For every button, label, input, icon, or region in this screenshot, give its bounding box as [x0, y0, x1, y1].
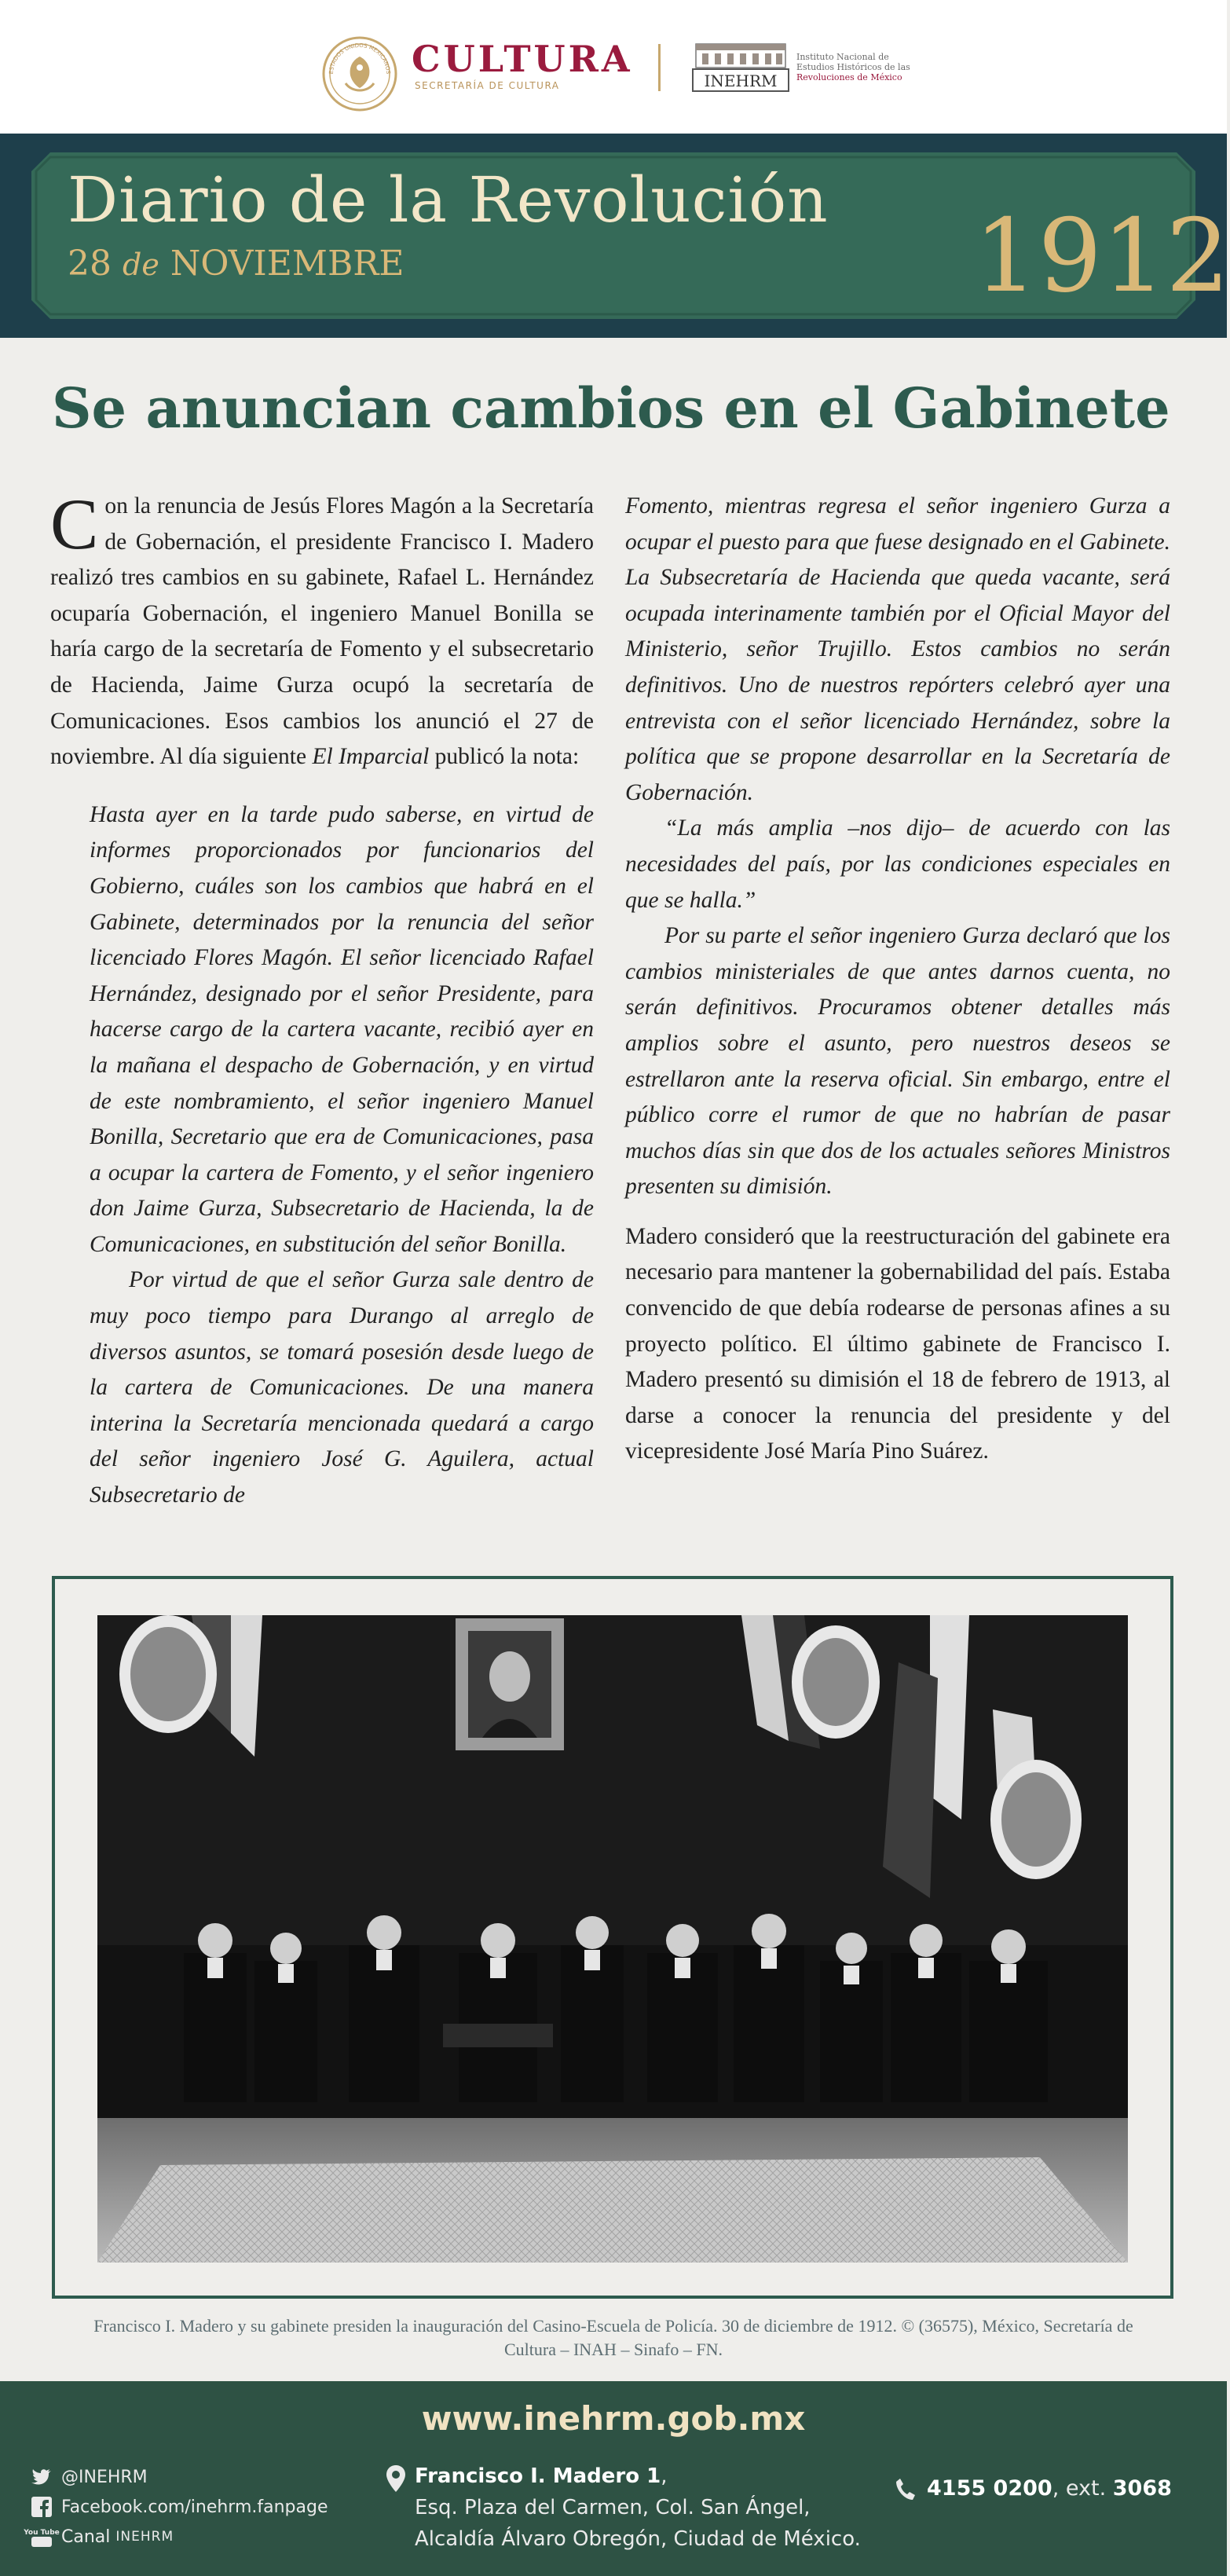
svg-text:ESTADOS UNIDOS MEXICANOS: ESTADOS UNIDOS MEXICANOS: [328, 42, 392, 75]
youtube-icon: [24, 2527, 60, 2547]
photo-frame: [52, 1576, 1173, 2299]
article-column-right: [625, 489, 1170, 1470]
article-column-left: [50, 484, 594, 1514]
inehrm-name: Instituto Nacional de Estudios Históricos de las Revoluciones de México: [796, 52, 910, 82]
website-link[interactable]: www.inehrm.gob.mx: [421, 2399, 806, 2438]
drop-cap: C: [50, 484, 99, 564]
phone-contact[interactable]: 4155 0200, ext. 3068: [927, 2476, 1172, 2501]
quote-paragraph: Por virtud de que el señor Gurza sale dentro de muy poco tiempo para Durango al arreglo de diversos asuntos, se tomará posesión desde luego de la cartera de Comunicaciones. De una manera interina la Secretaría mencionada quedará a cargo del señor ingeniero José G. Aguilera, actual Subsecretario de: [90, 1267, 594, 1508]
location-pin-icon: [386, 2465, 405, 2492]
quote-paragraph: Hasta ayer en la tarde pudo saberse, en virtud de informes proporcionados por funcionarios del Gobierno, cuáles son los cambios que habrá en el Gabinete, determinados por la renuncia del señor licenciado Flores Magón. El señor licenciado Rafael Hernández, designado por el señor Presidente, para hacerse cargo de la cartera vacante, recibió ayer en la mañana el despacho de Gobernación, y en virtud de este nombramiento, el señor ingeniero Manuel Bonilla, Secretario que era de Comunicaciones, pasa a ocupar la cartera de Fomento, y el señor ingeniero don Jaime Gurza, Subsecretario de Hacienda, la de Comunicaciones, en substitución del señor Bonilla.: [90, 801, 594, 1257]
logo-divider: [658, 44, 661, 91]
twitter-icon: [31, 2468, 52, 2486]
cultura-subtitle: SECRETARÍA DE CULTURA: [415, 80, 560, 91]
twitter-link[interactable]: @INEHRM: [31, 2462, 328, 2492]
facebook-link[interactable]: Facebook.com/inehrm.fanpage: [31, 2492, 328, 2522]
photo-caption: Francisco I. Madero y su gabinete presiden la inauguración del Casino-Escuela de Policía. 30 de diciembre de 1912. © (36575), México, Secretaría de Cultura – INAH – Sinafo – FN.: [93, 2316, 1133, 2359]
issue-year: 1912: [974, 198, 1230, 315]
svg-text:You Tube: You Tube: [24, 2529, 60, 2537]
framed-portrait: [456, 1618, 564, 1750]
intro-paragraph: Con la renuncia de Jesús Flores Magón a la Secretaría de Gobernación, el presidente Francisco I. Madero realizó tres cambios en su gabinete, Rafael L. Hernández ocuparía Gobernación, el ingeniero Manuel Bonilla se haría cargo de la secretaría de Fomento y el subsecretario de Hacienda, Jaime Gurza ocupó la secretaría de Comunicaciones. Esos cambios los anunció el 27 de noviembre. Al día siguiente El Imparcial publicó la nota:: [50, 484, 594, 770]
youtube-link[interactable]: You Tube Canal INEHRM: [24, 2527, 174, 2547]
address-block: Francisco I. Madero 1, Esq. Plaza del Carmen, Col. San Ángel, Alcaldía Álvaro Obregón, Ciudad de México.: [415, 2461, 886, 2555]
social-links: [24, 2462, 328, 2552]
inehrm-building-logo: [691, 42, 790, 93]
newspaper-name: El Imparcial: [312, 744, 430, 770]
page-title: Diario de la Revolución: [68, 163, 829, 236]
closing-paragraph: Madero consideró que la reestructuración del gabinete era necesario para mantener la gobernabilidad del país. Estaba convencido de que debía rodearse de personas afines a su proyecto político. El último gabinete de Francisco I. Madero presentó su dimisión el 18 de febrero de 1913, al darse a conocer la renuncia del presidente y del vicepresidente José María Pino Suárez.: [625, 1223, 1170, 1464]
historical-photo: [97, 1615, 1128, 2263]
quote-paragraph: “La más amplia –nos dijo– de acuerdo con las necesidades del país, por las condiciones especiales en que se halla.”: [625, 815, 1170, 913]
phone-icon: [895, 2478, 916, 2501]
facebook-icon: [31, 2497, 52, 2517]
article-headline: Se anuncian cambios en el Gabinete: [52, 376, 1170, 441]
quote-paragraph: Fomento, mientras regresa el señor ingeniero Gurza a ocupar el puesto para que fuese designado en el Gabinete. La Subsecretaría de Hacienda que queda vacante, será ocupada interinamente también por el Oficial Mayor del Ministerio, señor Trujillo. Estos cambios no serán definitivos. Uno de nuestros repórters celebró ayer una entrevista con el señor licenciado Hernández, sobre la política que se propone desarrollar en la Secretaría de Gobernación.: [625, 493, 1170, 805]
cultura-wordmark: CULTURA: [412, 38, 633, 80]
inehrm-logo-text: INEHRM: [704, 71, 778, 90]
issue-date: 28 de NOVIEMBRE: [68, 244, 405, 284]
quote-paragraph: Por su parte el señor ingeniero Gurza declaró que los cambios ministeriales de que antes darnos cuenta, no serán definitivos. Procuramos obtener detalles más amplios sobre el asunto, pero nuestros deseos se estrellaron ante la reserva oficial. Sin embargo, entre el público corre el rumor de que no habrían de pasar muchos días sin que dos de los actuales señores Ministros presenten su dimisión.: [625, 923, 1170, 1200]
mexico-seal-logo: [322, 36, 397, 112]
